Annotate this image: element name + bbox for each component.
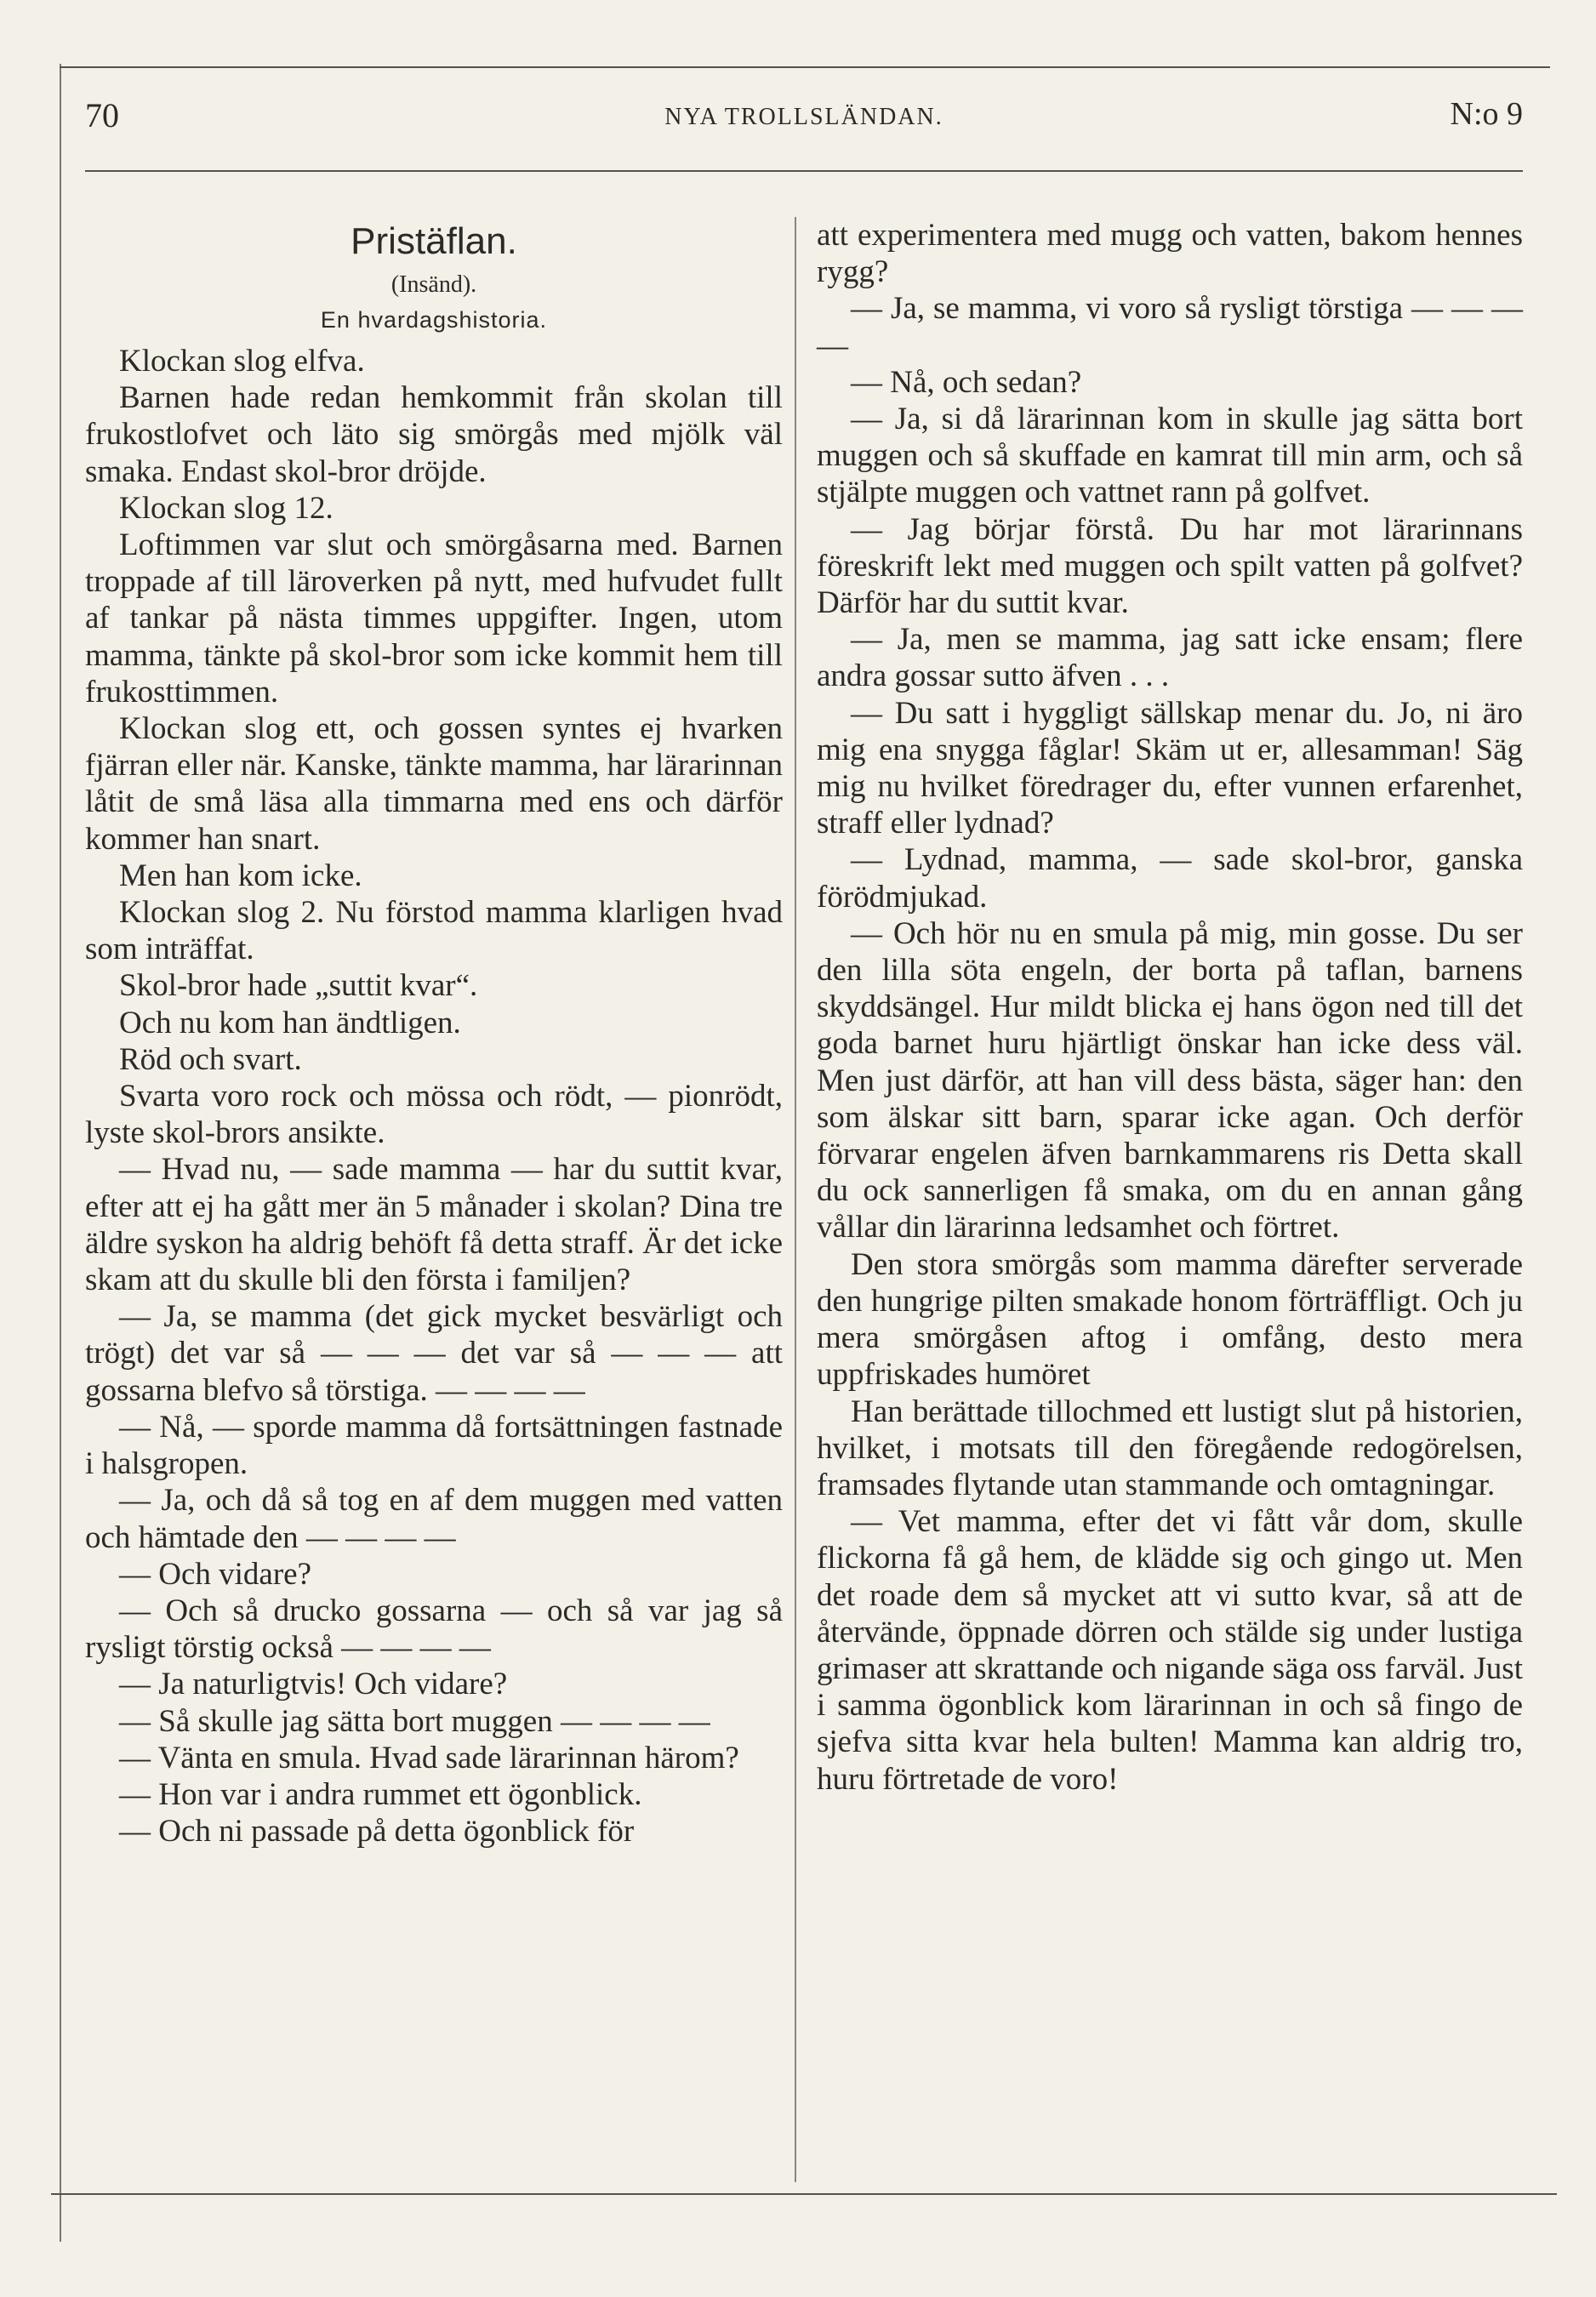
paragraph: Men han kom icke. <box>119 858 362 893</box>
paragraph: — Ja, si då lärarinnan kom in skulle jag sätta bort muggen och så skuffade en kamrat till min arm, och så stjälpte muggen och vattnet rann på golfvet. <box>817 402 1523 510</box>
article-title: Pristäflan. <box>351 220 517 262</box>
paragraph: — Lydnad, mamma, — sade skol-bror, ganska förödmjukad. <box>817 842 1523 915</box>
paragraph: att experimentera med mugg och vatten, bakom hennes rygg? <box>817 218 1523 290</box>
paragraph: Den stora smörgås som mamma därefter serverade den hungrige pilten smakade honom förträffligt. Och ju mera smörgåsen aftog i omfång, desto mera uppfriskades humöret <box>817 1246 1523 1393</box>
paragraph: — Och ni passade på detta ögonblick för <box>119 1814 635 1850</box>
paragraph: — Ja, och då så tog en af dem muggen med vatten och hämtade den — — — — <box>85 1483 783 1555</box>
left-column <box>85 217 783 1850</box>
paragraph: — Och så drucko gossarna — och så var jag så rysligt törstig också — — — — <box>85 1593 783 1666</box>
page-number: 70 <box>85 96 119 134</box>
paragraph: — Nå, och sedan? <box>851 364 1082 400</box>
paragraph: Klockan slog ett, och gossen syntes ej hvarken fjärran eller när. Kanske, tänkte mamma, har lärarinnan låtit de små läsa alla timmarna med ens och därför kommer han snart. <box>85 711 783 857</box>
paragraph: — Så skulle jag sätta bort muggen — — — — <box>119 1703 710 1739</box>
paragraph: — Ja, men se mamma, jag satt icke ensam; flere andra gossar sutto äfven . . . <box>817 622 1523 694</box>
paragraph: — Hon var i andra rummet ett ögonblick. <box>119 1776 642 1812</box>
issue-number: N:o 9 <box>1450 96 1523 132</box>
page-header <box>85 95 1523 146</box>
article-note: (Insänd). <box>390 271 477 298</box>
right-paragraphs <box>817 217 1523 1798</box>
right-column <box>817 217 1523 1798</box>
paragraph: — Du satt i hyggligt sällskap menar du. Jo, ni äro mig ena snygga fåglar! Skäm ut er, allesamman! Säg mig nu hvilket föredrager du, efter vunnen erfarenhet, straff eller lydnad? <box>817 695 1523 841</box>
paragraph: — Vet mamma, efter det vi fått vår dom, skulle flickorna få gå hem, de klädde sig och gingo ut. Men det roade dem så mycket att vi sutto kvar, så att de återvände, öppnade dörren och stälde sig under lustiga grimaser att skrattande och nigande säga oss farväl. Just i samma ögonblick kom lärarinnan in och så fingo de sjefva sitta kvar hela bulten! Mamma kan aldrig tro, huru förtretade de voro! <box>817 1504 1523 1797</box>
left-paragraphs <box>85 343 783 1850</box>
paragraph: — Nå, — sporde mamma då fortsättningen fastnade i halsgropen. <box>85 1409 783 1482</box>
paragraph: — Ja, se mamma (det gick mycket besvärligt och trögt) det var så — — — det var så — — — att gossarna blefvo så törstiga. — — — — <box>85 1299 783 1408</box>
paragraph: — Och vidare? <box>119 1556 312 1592</box>
paragraph: — Och hör nu en smula på mig, min gosse. Du ser den lilla söta engeln, der borta på taflan, barnens skyddsängel. Hur mildt blicka ej hans ögon ned till det goda barnet huru hjärtligt önskar han icke dess väl. Men just därför, att han vill dess bästa, säger han: den som älskar sitt barn, sparar icke agan. Och derför förvarar engelen äfven barnkammarens ris Detta skall du ock sannerligen få smaka, om du en annan gång vållar din lärarinna ledsamhet och förtret. <box>817 915 1523 1245</box>
paragraph: — Hvad nu, — sade mamma — har du suttit kvar, efter att ej ha gått mer än 5 månader i skolan? Dina tre äldre syskon ha aldrig behöft få detta straff. Är det icke skam att du skulle bli den första i familjen? <box>85 1152 783 1298</box>
paragraph: — Vänta en smula. Hvad sade lärarinnan härom? <box>119 1740 739 1775</box>
paragraph: Han berättade tillochmed ett lustigt slut på historien, hvilket, i motsats till den föregående redogörelsen, framsades flytande utan stammande och omtagningar. <box>817 1394 1523 1502</box>
paragraph: Och nu kom han ändtligen. <box>119 1005 461 1040</box>
paragraph: Röd och svart. <box>119 1041 302 1077</box>
paragraph: Klockan slog elfva. <box>119 344 365 379</box>
paragraph: — Ja naturligtvis! Och vidare? <box>119 1667 508 1702</box>
paragraph: Skol-bror hade „suttit kvar“. <box>119 968 478 1004</box>
article-heading <box>85 217 783 336</box>
paragraph: Klockan slog 12. <box>119 490 333 526</box>
paragraph: Loftimmen var slut och smörgåsarna med. Barnen troppade af till läroverken på nytt, med hufvudet fullt af tankar på nästa timmes uppgifter. Ingen, utom mamma, tänkte på skol-bror som icke kommit hem till frukosttimmen. <box>85 527 783 710</box>
top-rule <box>60 66 1550 68</box>
paragraph: Klockan slog 2. Nu förstod mamma klarligen hvad som inträffat. <box>85 895 783 967</box>
journal-title: NYA TROLLSLÄNDAN. <box>664 104 943 130</box>
paragraph: Svarta voro rock och mössa och rödt, — pionrödt, lyste skol-brors ansikte. <box>85 1079 783 1151</box>
article-subtitle: En hvardagshistoria. <box>320 307 548 333</box>
column-divider <box>795 217 796 2182</box>
paragraph: — Jag börjar förstå. Du har mot lärarinnans föreskrift lekt med muggen och spilt vatten på golfvet? Därför har du suttit kvar. <box>817 511 1523 621</box>
bottom-rule <box>51 2193 1557 2195</box>
paragraph: — Ja, se mamma, vi voro så rysligt törstiga — — — — <box>817 291 1523 363</box>
paragraph: Barnen hade redan hemkommit från skolan till frukostlofvet och läto sig smörgås med mjölk väl smaka. Endast skol-bror dröjde. <box>85 380 783 489</box>
header-rule <box>85 170 1523 172</box>
